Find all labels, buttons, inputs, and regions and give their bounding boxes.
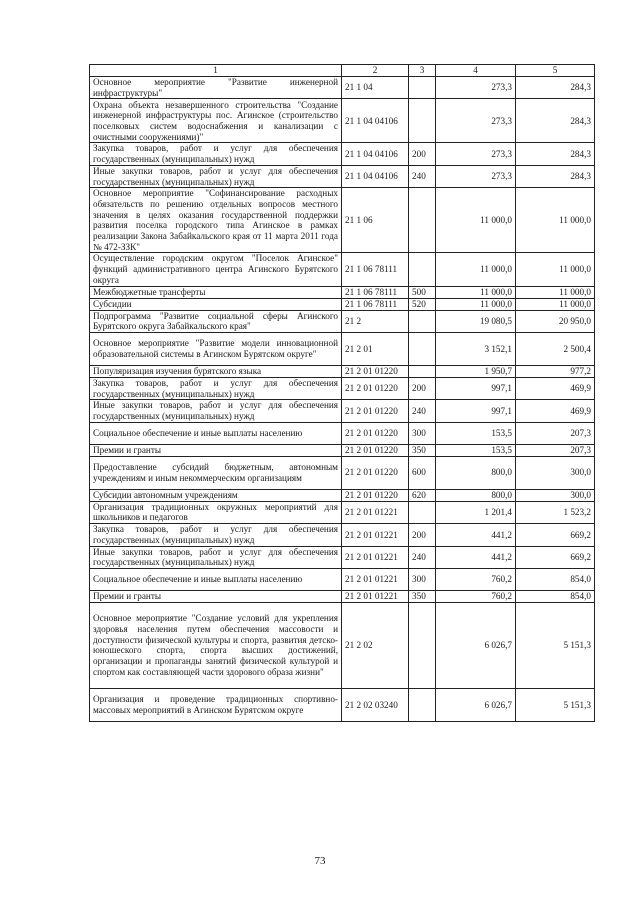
row-code: 21 1 04 04106 — [342, 99, 409, 143]
row-value-col5: 469,9 — [516, 400, 595, 422]
table-row — [90, 365, 595, 377]
row-value-col4: 11 000,0 — [436, 286, 516, 298]
row-name: Субсидии автономным учреждениям — [90, 489, 342, 501]
row-value-col4: 273,3 — [436, 77, 516, 99]
row-value-col5: 284,3 — [516, 77, 595, 99]
row-name: Основное мероприятие "Развитие модели инновационной образовательной системы в Агинском Бурятском округе" — [90, 332, 342, 365]
row-value-col5: 854,0 — [516, 590, 595, 602]
row-name: Социальное обеспечение и иные выплаты населению — [90, 422, 342, 444]
row-value-col4: 441,2 — [436, 546, 516, 568]
row-code: 21 2 — [342, 310, 409, 332]
row-value-col5: 20 950,0 — [516, 310, 595, 332]
row-code: 21 1 04 04106 — [342, 143, 409, 165]
row-value-col4: 273,3 — [436, 165, 516, 187]
table-row — [90, 422, 595, 444]
row-name: Популяризация изучения бурятского языка — [90, 365, 342, 377]
row-value-col5: 207,3 — [516, 444, 595, 456]
table-row — [90, 456, 595, 489]
row-expense-type — [409, 332, 436, 365]
table-row — [90, 286, 595, 298]
row-value-col4: 19 080,5 — [436, 310, 516, 332]
table-body — [90, 77, 595, 722]
row-expense-type — [409, 602, 436, 688]
row-value-col5: 669,2 — [516, 524, 595, 546]
table-row — [90, 310, 595, 332]
row-expense-type: 240 — [409, 165, 436, 187]
row-name: Закупка товаров, работ и услуг для обеспечения государственных (муниципальных) нужд — [90, 143, 342, 165]
table-row — [90, 568, 595, 590]
row-code: 21 2 01 01220 — [342, 400, 409, 422]
row-value-col5: 11 000,0 — [516, 286, 595, 298]
row-code: 21 1 04 — [342, 77, 409, 99]
table-row — [90, 99, 595, 143]
row-value-col5: 11 000,0 — [516, 253, 595, 286]
row-name: Предоставление субсидий бюджетным, автономным учреждениям и иным некоммерческим организациям — [90, 456, 342, 489]
table-row — [90, 546, 595, 568]
row-code: 21 1 06 78111 — [342, 286, 409, 298]
row-name: Премии и гранты — [90, 590, 342, 602]
row-name: Межбюджетные трансферты — [90, 286, 342, 298]
row-code: 21 2 01 01221 — [342, 590, 409, 602]
row-expense-type: 350 — [409, 444, 436, 456]
row-name: Закупка товаров, работ и услуг для обеспечения государственных (муниципальных) нужд — [90, 377, 342, 399]
row-value-col5: 2 500,4 — [516, 332, 595, 365]
row-value-col4: 273,3 — [436, 99, 516, 143]
row-code: 21 2 01 01221 — [342, 524, 409, 546]
table-row — [90, 377, 595, 399]
row-expense-type — [409, 188, 436, 253]
row-name: Основное мероприятие "Софинансирование расходных обязательств по решению отдельных вопросов местного значения в целях оказания государственной поддержки развития поселка городского типа Агинское в рамках реализации Закона Забайкальского края от 11 марта 2011 года № 472-ЗЗК" — [90, 188, 342, 253]
table-row — [90, 590, 595, 602]
row-expense-type: 300 — [409, 422, 436, 444]
row-name: Осуществление городским округом "Поселок Агинское" функций административного центра Агинского Бурятского округа — [90, 253, 342, 286]
row-value-col4: 11 000,0 — [436, 253, 516, 286]
table-row — [90, 143, 595, 165]
row-code: 21 2 01 01220 — [342, 365, 409, 377]
row-value-col5: 669,2 — [516, 546, 595, 568]
row-value-col4: 6 026,7 — [436, 602, 516, 688]
header-col-2: 2 — [342, 65, 409, 77]
row-value-col4: 1 950,7 — [436, 365, 516, 377]
row-value-col5: 11 000,0 — [516, 188, 595, 253]
row-name: Основное мероприятие "Создание условий для укрепления здоровья населения путем обеспечения массовости и доступности физической культуры и спорта, развития детско-юношеского спорта, спорта высших достижений, организации и пропаганды занятий физической культурой и спортом как составляющей части здорового образа жизни" — [90, 602, 342, 688]
row-value-col5: 11 000,0 — [516, 298, 595, 310]
budget-table — [89, 64, 595, 722]
row-value-col4: 273,3 — [436, 143, 516, 165]
row-value-col4: 11 000,0 — [436, 298, 516, 310]
row-name: Социальное обеспечение и иные выплаты населению — [90, 568, 342, 590]
row-code: 21 2 01 01220 — [342, 456, 409, 489]
row-expense-type: 240 — [409, 546, 436, 568]
row-expense-type: 200 — [409, 524, 436, 546]
table-row — [90, 400, 595, 422]
row-expense-type — [409, 501, 436, 523]
row-name: Организация традиционных окружных мероприятий для школьников и педагогов — [90, 501, 342, 523]
header-col-3: 3 — [409, 65, 436, 77]
page-number: 73 — [314, 855, 326, 867]
row-value-col4: 997,1 — [436, 400, 516, 422]
table-row — [90, 524, 595, 546]
row-code: 21 2 01 01220 — [342, 377, 409, 399]
table-row — [90, 489, 595, 501]
row-value-col4: 441,2 — [436, 524, 516, 546]
row-code: 21 1 06 78111 — [342, 298, 409, 310]
header-col-4: 4 — [436, 65, 516, 77]
row-name: Премии и гранты — [90, 444, 342, 456]
row-value-col5: 300,0 — [516, 489, 595, 501]
row-expense-type: 350 — [409, 590, 436, 602]
row-name: Подпрограмма "Развитие социальной сферы Агинского Бурятского округа Забайкальского края" — [90, 310, 342, 332]
row-value-col4: 800,0 — [436, 489, 516, 501]
row-expense-type — [409, 99, 436, 143]
row-expense-type — [409, 77, 436, 99]
row-value-col4: 760,2 — [436, 568, 516, 590]
row-name: Иные закупки товаров, работ и услуг для обеспечения государственных (муниципальных) нужд — [90, 546, 342, 568]
row-name: Организация и проведение традиционных спортивно-массовых мероприятий в Агинском Бурятском округе — [90, 688, 342, 721]
row-value-col5: 469,9 — [516, 377, 595, 399]
row-value-col5: 5 151,3 — [516, 602, 595, 688]
header-col-1: 1 — [90, 65, 342, 77]
row-value-col5: 207,3 — [516, 422, 595, 444]
row-name: Основное мероприятие "Развитие инженерной инфраструктуры" — [90, 77, 342, 99]
row-expense-type: 200 — [409, 377, 436, 399]
table-row — [90, 165, 595, 187]
row-expense-type — [409, 253, 436, 286]
row-value-col5: 854,0 — [516, 568, 595, 590]
row-code: 21 1 04 04106 — [342, 165, 409, 187]
row-code: 21 2 02 — [342, 602, 409, 688]
row-code: 21 2 02 03240 — [342, 688, 409, 721]
row-expense-type: 200 — [409, 143, 436, 165]
row-value-col5: 284,3 — [516, 143, 595, 165]
row-code: 21 2 01 01220 — [342, 444, 409, 456]
row-value-col5: 284,3 — [516, 165, 595, 187]
table-row — [90, 253, 595, 286]
row-code: 21 2 01 01221 — [342, 568, 409, 590]
row-value-col5: 300,0 — [516, 456, 595, 489]
row-expense-type — [409, 365, 436, 377]
row-code: 21 1 06 — [342, 188, 409, 253]
row-expense-type: 500 — [409, 286, 436, 298]
row-value-col4: 3 152,1 — [436, 332, 516, 365]
row-name: Охрана объекта незавершенного строительства "Создание инженерной инфраструктуры пос. Агинское (строительство поселковых систем водоснабжения и канализации с очистными сооружениями)" — [90, 99, 342, 143]
row-value-col4: 997,1 — [436, 377, 516, 399]
row-value-col5: 1 523,2 — [516, 501, 595, 523]
row-value-col4: 153,5 — [436, 444, 516, 456]
row-value-col4: 760,2 — [436, 590, 516, 602]
row-value-col4: 153,5 — [436, 422, 516, 444]
row-expense-type: 600 — [409, 456, 436, 489]
row-expense-type: 620 — [409, 489, 436, 501]
table-row — [90, 444, 595, 456]
row-expense-type: 240 — [409, 400, 436, 422]
row-expense-type: 300 — [409, 568, 436, 590]
row-value-col5: 5 151,3 — [516, 688, 595, 721]
table-row — [90, 688, 595, 721]
table-row — [90, 188, 595, 253]
row-name: Иные закупки товаров, работ и услуг для обеспечения государственных (муниципальных) нужд — [90, 400, 342, 422]
table-header-row — [90, 65, 595, 77]
row-name: Закупка товаров, работ и услуг для обеспечения государственных (муниципальных) нужд — [90, 524, 342, 546]
row-expense-type — [409, 310, 436, 332]
row-name: Иные закупки товаров, работ и услуг для обеспечения государственных (муниципальных) нужд — [90, 165, 342, 187]
header-col-5: 5 — [516, 65, 595, 77]
row-code: 21 2 01 01221 — [342, 546, 409, 568]
row-expense-type: 520 — [409, 298, 436, 310]
row-expense-type — [409, 688, 436, 721]
row-code: 21 1 06 78111 — [342, 253, 409, 286]
row-code: 21 2 01 01220 — [342, 489, 409, 501]
row-name: Субсидии — [90, 298, 342, 310]
row-value-col4: 1 201,4 — [436, 501, 516, 523]
table-row — [90, 332, 595, 365]
table-row — [90, 501, 595, 523]
table-row — [90, 298, 595, 310]
row-code: 21 2 01 — [342, 332, 409, 365]
row-value-col4: 11 000,0 — [436, 188, 516, 253]
row-value-col4: 6 026,7 — [436, 688, 516, 721]
table-row — [90, 602, 595, 688]
row-code: 21 2 01 01221 — [342, 501, 409, 523]
row-value-col4: 800,0 — [436, 456, 516, 489]
row-code: 21 2 01 01220 — [342, 422, 409, 444]
table-row — [90, 77, 595, 99]
row-value-col5: 284,3 — [516, 99, 595, 143]
row-value-col5: 977,2 — [516, 365, 595, 377]
